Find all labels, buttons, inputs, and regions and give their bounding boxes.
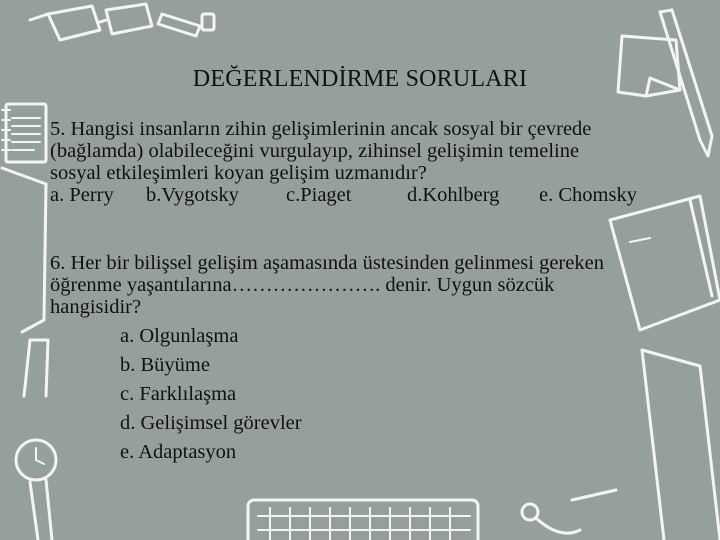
option-b: b. Büyüme [120,354,210,376]
question-6-options [50,322,710,467]
option-c: c.Piaget [286,184,352,206]
option-c: c. Farklılaşma [120,383,237,405]
glasses-icon [30,4,152,40]
question-5 [50,118,710,206]
option-d: d.Kohlberg [407,184,500,206]
option-a: a. Perry [50,184,114,206]
pencil-icon [572,490,616,500]
option-a: a. Olgunlaşma [120,325,239,347]
question-6 [50,252,710,467]
option-b: b.Vygotsky [146,184,239,206]
option-e: e. Adaptasyon [120,441,237,463]
page-title: DEĞERLENDİRME SORULARI [192,66,528,92]
tablet-icon [2,168,46,332]
usb-stick-icon [158,14,214,36]
question-5-line: (bağlamda) olabileceğini vurgulayıp, zihinsel gelişimin temeline [50,140,580,162]
keyboard-icon [248,500,478,540]
option-e: e. Chomsky [539,184,637,206]
question-6-line: hangisidir? [50,296,142,318]
question-5-options [50,184,710,206]
earbuds-icon [522,504,580,533]
notepad-icon [2,104,46,162]
option-d: d. Gelişimsel görevler [120,412,302,434]
question-6-line: öğrenme yaşantılarına…………………. denir. Uygun sözcük [50,274,555,296]
question-5-line: 5. Hangisi insanların zihin gelişimlerinin ancak sosyal bir çevrede [50,118,592,140]
question-6-line: 6. Her bir bilişsel gelişim aşamasında üstesinden gelinmesi gereken [50,252,604,274]
question-5-line: sosyal etkileşimleri koyan gelişim uzmanıdır? [50,162,427,184]
